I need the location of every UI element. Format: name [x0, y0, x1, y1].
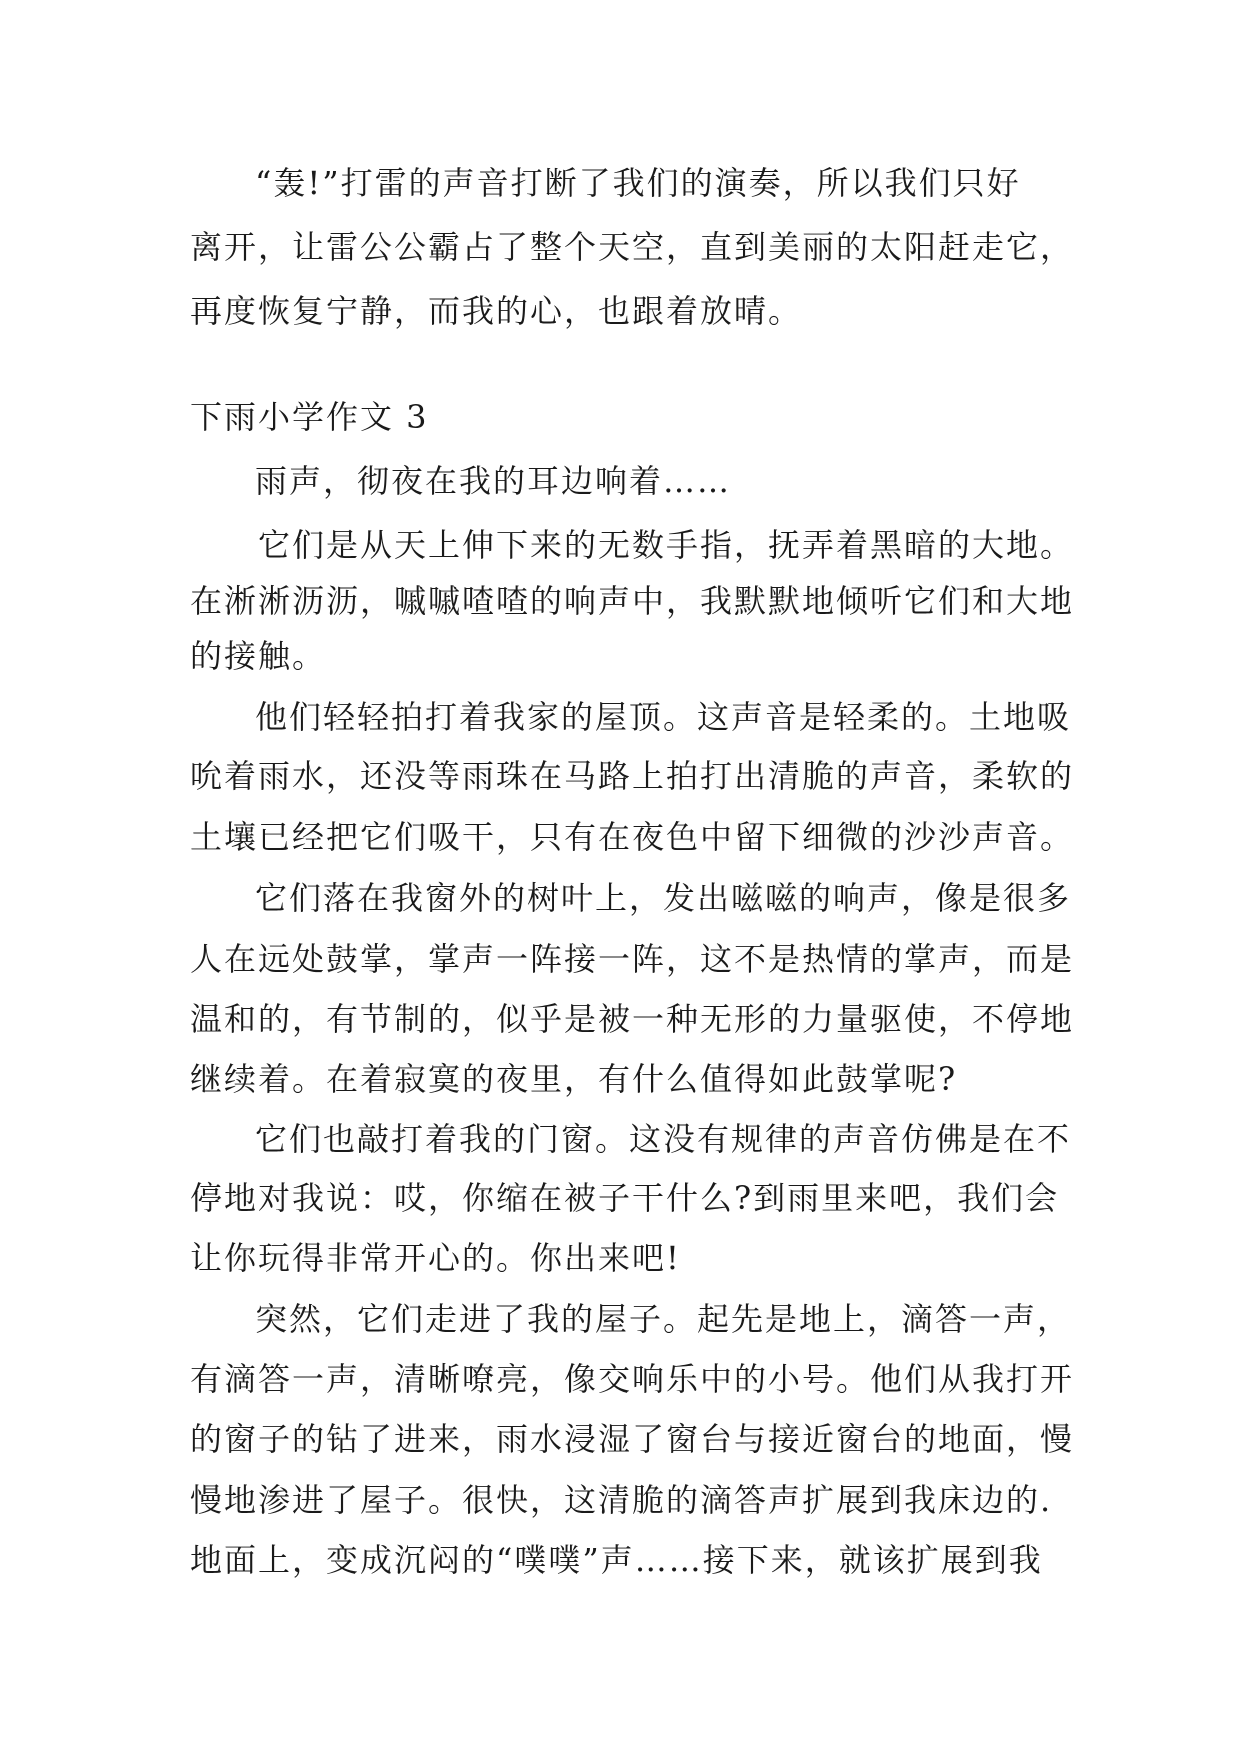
text-line: 再度恢复宁静，而我的心，也跟着放晴。 [190, 292, 803, 330]
text-line: 突然，它们走进了我的屋子。起先是地上，滴答一声， [255, 1300, 1072, 1338]
text-line: 人在远处鼓掌，掌声一阵接一阵，这不是热情的掌声，而是 [190, 940, 1075, 978]
text-line: 温和的，有节制的，似乎是被一种无形的力量驱使，不停地 [190, 1000, 1075, 1038]
text-line: 继续着。在着寂寞的夜里，有什么值得如此鼓掌呢? [190, 1060, 958, 1098]
text-line: 他们轻轻拍打着我家的屋顶。这声音是轻柔的。土地吸 [255, 698, 1072, 736]
section-heading: 下雨小学作文 3 [190, 398, 429, 436]
text-line: 让你玩得非常开心的。你出来吧! [190, 1239, 681, 1277]
text-line: 慢地渗进了屋子。很快，这清脆的滴答声扩展到我床边的. [190, 1481, 1053, 1519]
text-line: “轰!”打雷的声音打断了我们的演奏，所以我们只好 [255, 164, 1021, 202]
text-line: 地面上，变成沉闷的“噗噗”声……接下来，就该扩展到我 [190, 1541, 1043, 1579]
text-line: 它们落在我窗外的树叶上，发出嗞嗞的响声，像是很多 [255, 879, 1072, 917]
text-line: 雨声，彻夜在我的耳边响着…… [255, 462, 732, 500]
text-line: 它们是从天上伸下来的无数手指，抚弄着黑暗的大地。 [258, 526, 1075, 564]
text-line: 停地对我说：哎，你缩在被子干什么?到雨里来吧，我们会 [190, 1179, 1060, 1217]
text-line: 在淅淅沥沥，嘁嘁喳喳的响声中，我默默地倾听它们和大地 [190, 582, 1075, 620]
text-line: 吮着雨水，还没等雨珠在马路上拍打出清脆的声音，柔软的 [190, 757, 1075, 795]
text-line: 有滴答一声，清晰嘹亮，像交响乐中的小号。他们从我打开 [190, 1360, 1075, 1398]
text-line: 的接触。 [190, 637, 327, 675]
text-line: 离开，让雷公公霸占了整个天空，直到美丽的太阳赶走它， [190, 228, 1075, 266]
text-line: 土壤已经把它们吸干，只有在夜色中留下细微的沙沙声音。 [190, 818, 1075, 856]
text-line: 的窗子的钻了进来，雨水浸湿了窗台与接近窗台的地面，慢 [190, 1420, 1075, 1458]
text-line: 它们也敲打着我的门窗。这没有规律的声音仿佛是在不 [255, 1120, 1072, 1158]
